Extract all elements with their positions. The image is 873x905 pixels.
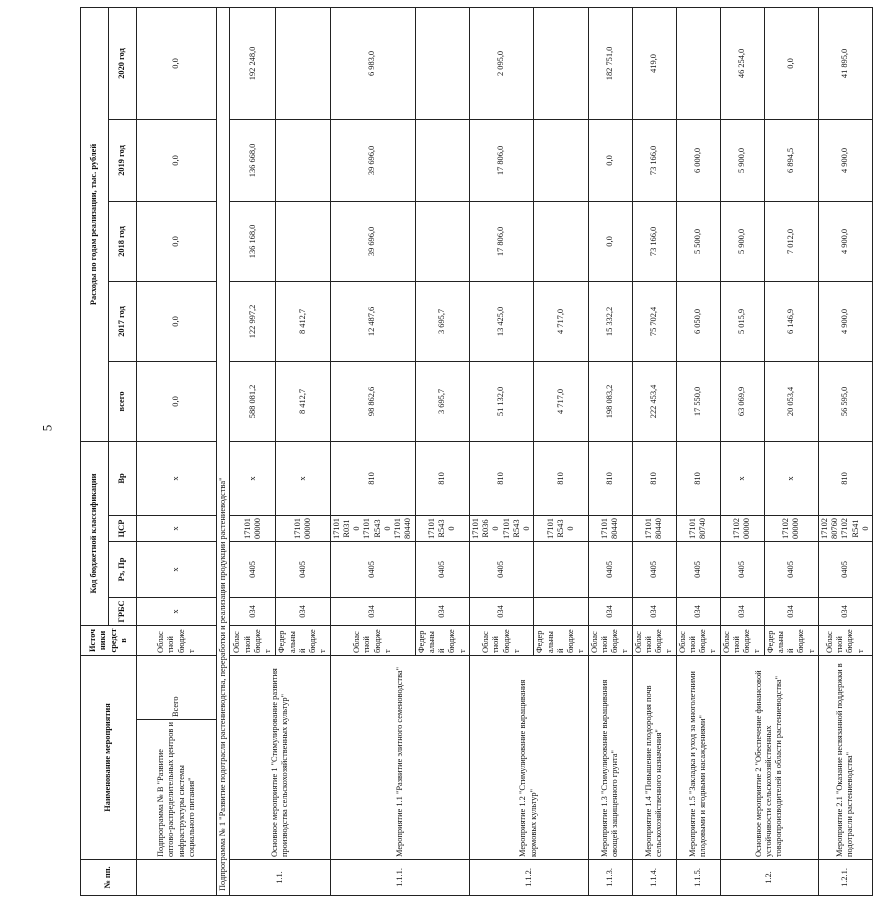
cell-source: Областной бюджет — [676, 625, 720, 655]
cell-csr: 1710200000 — [764, 515, 818, 541]
cell-rzpr: 0405 — [818, 541, 872, 597]
cell-total: 20 053,4 — [764, 361, 818, 441]
cell-rzpr: х — [137, 541, 217, 597]
cell-vr: х — [137, 441, 217, 515]
cell-rzpr: 0405 — [632, 541, 676, 597]
cell-csr: 17101R5430 — [534, 515, 588, 541]
cell-2018: 7 012,0 — [764, 201, 818, 281]
cell-rzpr: 0405 — [415, 541, 469, 597]
cell-2018: 136 168,0 — [230, 201, 276, 281]
rotated-table-container — [80, 8, 870, 896]
cell-grbs: 034 — [632, 597, 676, 625]
cell-2019: 39 696,0 — [330, 119, 415, 201]
cell-vr: х — [720, 441, 764, 515]
cell-rzpr: 0405 — [720, 541, 764, 597]
cell-2017: 122 997,2 — [230, 281, 276, 361]
cell-source: Областной бюджет — [137, 625, 217, 655]
budget-table — [80, 7, 873, 896]
cell-grbs: 034 — [818, 597, 872, 625]
cell-2019: 0,0 — [137, 119, 217, 201]
cell-vr: 810 — [415, 441, 469, 515]
table-row — [720, 7, 764, 895]
cell-name: Подпрограмма № В "Развитие оптово-распределительных центров и инфраструктуры системы социального питания" — [137, 720, 217, 860]
cell-source: Областной бюджет — [469, 625, 534, 655]
cell-grbs: 034 — [276, 597, 330, 625]
cell-csr: 1710200000 — [720, 515, 764, 541]
cell-2019: 73 166,0 — [632, 119, 676, 201]
cell-2020: 182 751,0 — [588, 7, 632, 119]
cell-2019 — [276, 119, 330, 201]
header-2019: 2019 год — [109, 119, 137, 201]
cell-csr: 1710180440 — [632, 515, 676, 541]
table-row — [469, 7, 534, 895]
cell-csr: 1710100000 — [276, 515, 330, 541]
header-vr: Вр — [109, 441, 137, 515]
cell-num: 1.1.5. — [676, 860, 720, 896]
cell-rzpr: 0405 — [276, 541, 330, 597]
header-source: Источники средств — [81, 625, 137, 655]
header-grbs: ГРБС — [109, 597, 137, 625]
cell-total: 0,0 — [137, 361, 217, 441]
cell-source: Областной бюджет — [632, 625, 676, 655]
table-row — [588, 7, 632, 895]
cell-csr: 1710100000 — [230, 515, 276, 541]
cell-name: Основное мероприятие 2 "Обеспечение финансовой устойчивости сельскохозяйственных товаропроизводителей в области растениеводства" — [720, 655, 818, 859]
cell-rzpr: 0405 — [230, 541, 276, 597]
cell-2018: 4 900,0 — [818, 201, 872, 281]
cell-vr: 810 — [534, 441, 588, 515]
cell-2018: 5 500,0 — [676, 201, 720, 281]
cell-grbs: 034 — [588, 597, 632, 625]
cell-rzpr — [534, 541, 588, 597]
cell-2017: 75 702,4 — [632, 281, 676, 361]
cell-vr: 810 — [588, 441, 632, 515]
cell-name: Основное мероприятие 1 "Стимулирование развития производства сельскохозяйственных культур" — [230, 655, 330, 859]
cell-source: Федеральный бюджет — [415, 625, 469, 655]
cell-num: 1.1.3. — [588, 860, 632, 896]
cell-2018: 5 900,0 — [720, 201, 764, 281]
cell-total: 17 550,0 — [676, 361, 720, 441]
header-name: Наименование мероприятия — [81, 655, 137, 859]
cell-2018: 17 806,0 — [469, 201, 534, 281]
cell-num: 1.1.4. — [632, 860, 676, 896]
cell-grbs: 034 — [720, 597, 764, 625]
cell-num: 1.2. — [720, 860, 818, 896]
cell-grbs: 034 — [676, 597, 720, 625]
cell-2020 — [415, 7, 469, 119]
cell-vr: х — [764, 441, 818, 515]
table-row-subprogram-v — [137, 7, 217, 895]
cell-csr: 1710180740 — [676, 515, 720, 541]
cell-csr: 17101R5430 — [415, 515, 469, 541]
cell-source: Федеральный бюджет — [764, 625, 818, 655]
cell-vr: 810 — [818, 441, 872, 515]
cell-rzpr: 0405 — [588, 541, 632, 597]
cell-grbs: 034 — [415, 597, 469, 625]
cell-2020 — [676, 7, 720, 119]
cell-grbs — [534, 597, 588, 625]
cell-2018: 0,0 — [588, 201, 632, 281]
cell-2017: 15 332,2 — [588, 281, 632, 361]
cell-num: 1.1.2. — [469, 860, 588, 896]
cell-2018: 39 696,0 — [330, 201, 415, 281]
header-2017: 2017 год — [109, 281, 137, 361]
cell-total: 3 695,7 — [415, 361, 469, 441]
cell-vr: 810 — [469, 441, 534, 515]
cell-rzpr: 0405 — [469, 541, 534, 597]
cell-grbs: 034 — [330, 597, 415, 625]
cell-2017: 8 412,7 — [276, 281, 330, 361]
cell-name: Мероприятие 2.1 "Оказание несвязанной поддержки в подотрасли растениеводства" — [818, 655, 872, 859]
header-2018: 2018 год — [109, 201, 137, 281]
cell-total: 56 595,0 — [818, 361, 872, 441]
cell-2017: 12 487,6 — [330, 281, 415, 361]
cell-vr: 810 — [632, 441, 676, 515]
cell-2019: 17 806,0 — [469, 119, 534, 201]
cell-2020: 2 095,0 — [469, 7, 534, 119]
cell-vr: х — [230, 441, 276, 515]
cell-source: Федеральный бюджет — [534, 625, 588, 655]
cell-total: 98 862,6 — [330, 361, 415, 441]
cell-2017: 6 050,0 — [676, 281, 720, 361]
cell-total-label: Всего — [137, 655, 217, 719]
cell-source: Областной бюджет — [818, 625, 872, 655]
header-2020: 2020 год — [109, 7, 137, 119]
cell-2020: 419,0 — [632, 7, 676, 119]
table-row — [676, 7, 720, 895]
table-row — [330, 7, 415, 895]
cell-2019: 4 900,0 — [818, 119, 872, 201]
cell-rzpr: 0405 — [764, 541, 818, 597]
cell-2019: 6 000,0 — [676, 119, 720, 201]
cell-2017: 3 695,7 — [415, 281, 469, 361]
cell-rzpr: 0405 — [676, 541, 720, 597]
cell-total: 588 081,2 — [230, 361, 276, 441]
cell-2020: 6 983,0 — [330, 7, 415, 119]
header-total: всего — [109, 361, 137, 441]
cell-2017: 0,0 — [137, 281, 217, 361]
cell-2017: 4 900,0 — [818, 281, 872, 361]
cell-name: Мероприятие 1.2 "Стимулирование выращивания кормовых культур" — [469, 655, 588, 859]
cell-csr: 1710280760 17102R5410 — [818, 515, 872, 541]
cell-2020: 0,0 — [137, 7, 217, 119]
cell-grbs: 034 — [469, 597, 534, 625]
cell-total: 51 132,0 — [469, 361, 534, 441]
cell-total: 4 717,0 — [534, 361, 588, 441]
header-code-group: Код бюджетной классификации — [81, 441, 109, 625]
header-rzpr: Рз, Пр — [109, 541, 137, 597]
cell-rzpr: 0405 — [330, 541, 415, 597]
cell-num — [137, 860, 217, 896]
cell-csr: х — [137, 515, 217, 541]
cell-name: Мероприятие 1.1 "Развитие элитного семеноводства" — [330, 655, 469, 859]
cell-vr: х — [276, 441, 330, 515]
header-num: № пп. — [81, 860, 137, 896]
header-expenses-group: Расходы по годам реализации, тыс. рублей — [81, 7, 109, 441]
cell-vr: 810 — [676, 441, 720, 515]
cell-name: Мероприятие 1.3 "Стимулирование выращивания овощей защищенного грунта" — [588, 655, 632, 859]
cell-2020: 46 254,0 — [720, 7, 764, 119]
cell-2017: 6 146,9 — [764, 281, 818, 361]
cell-csr: 1710180440 — [588, 515, 632, 541]
cell-2018 — [534, 201, 588, 281]
cell-2019 — [534, 119, 588, 201]
cell-2019: 6 894,5 — [764, 119, 818, 201]
cell-total: 198 083,2 — [588, 361, 632, 441]
section-row — [217, 7, 230, 895]
cell-2019: 136 668,0 — [230, 119, 276, 201]
cell-num: 1.1.1. — [330, 860, 469, 896]
cell-total: 63 069,9 — [720, 361, 764, 441]
cell-csr: 17101R0310 17101R5430 1710180440 — [330, 515, 415, 541]
cell-grbs: х — [137, 597, 217, 625]
cell-2020: 192 248,0 — [230, 7, 276, 119]
cell-2020: 0,0 — [764, 7, 818, 119]
cell-2020 — [276, 7, 330, 119]
cell-2019 — [415, 119, 469, 201]
cell-source: Областной бюджет — [588, 625, 632, 655]
cell-num: 1.2.1. — [818, 860, 872, 896]
cell-total: 8 412,7 — [276, 361, 330, 441]
cell-name: Мероприятие 1.5 "Закладка и уход за многолетними плодовыми и ягодными насаждениями" — [676, 655, 720, 859]
table-row — [818, 7, 872, 895]
cell-2018 — [415, 201, 469, 281]
cell-2017: 5 015,9 — [720, 281, 764, 361]
cell-source: Областной бюджет — [230, 625, 276, 655]
cell-num: 1.1. — [230, 860, 330, 896]
cell-vr: 810 — [330, 441, 415, 515]
table-row — [632, 7, 676, 895]
header-csr: ЦСР — [109, 515, 137, 541]
cell-2020 — [534, 7, 588, 119]
cell-source: Федеральный бюджет — [276, 625, 330, 655]
cell-2020: 41 895,0 — [818, 7, 872, 119]
cell-2018: 73 166,0 — [632, 201, 676, 281]
cell-csr: 17101R0360 17101R5430 — [469, 515, 534, 541]
cell-name: Мероприятие 1.4 "Повышение плодородия почв сельскохозяйственного назначения" — [632, 655, 676, 859]
cell-total: 222 453,4 — [632, 361, 676, 441]
cell-2018 — [276, 201, 330, 281]
cell-2017: 4 717,0 — [534, 281, 588, 361]
cell-grbs: 034 — [764, 597, 818, 625]
cell-grbs: 034 — [230, 597, 276, 625]
cell-2017: 13 425,0 — [469, 281, 534, 361]
cell-source: Областной бюджет — [720, 625, 764, 655]
page-number: 5 — [39, 424, 55, 432]
cell-2019: 5 900,0 — [720, 119, 764, 201]
cell-2018: 0,0 — [137, 201, 217, 281]
cell-2019: 0,0 — [588, 119, 632, 201]
cell-source: Областной бюджет — [330, 625, 415, 655]
table-row — [230, 7, 276, 895]
section-title: Подпрограмма № 1 "Развитие подотрасли растениеводства, переработки и реализации продукции растениеводства" — [217, 7, 230, 895]
